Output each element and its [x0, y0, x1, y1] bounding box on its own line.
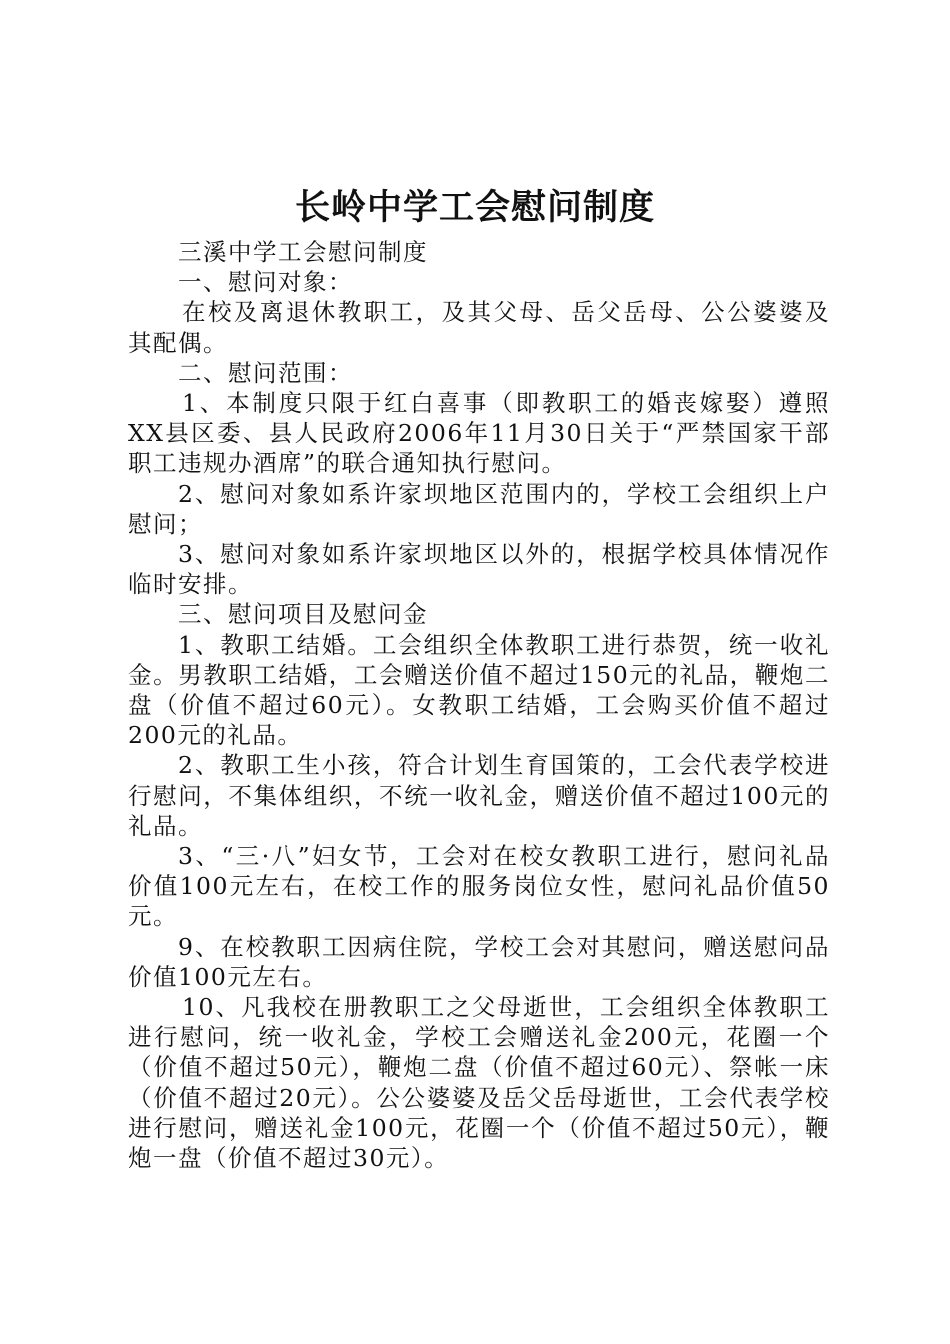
paragraph-section-1-heading: 一、慰问对象：	[178, 268, 353, 297]
paragraph-item-3-womens-day: 3、“三·八”妇女节，工会对在校女教职工进行，慰问礼品价值100元左右，在校工作的服务岗位女性，慰问礼品价值50元。	[128, 842, 830, 931]
paragraph-section-1-text: 在校及离退休教职工，及其父母、岳父岳母、公公婆婆及其配偶。	[128, 298, 830, 357]
paragraph-section-2-heading: 二、慰问范围：	[178, 358, 353, 387]
paragraph-item-10-funeral: 10、凡我校在册教职工之父母逝世，工会组织全体教职工进行慰问，统一收礼金，学校工会赠送礼金200元，花圈一个（价值不超过50元），鞭炮二盘（价值不超过60元）、祭帐一床（价值不超过20元）。公公婆婆及岳父岳母逝世，工会代表学校进行慰问，赠送礼金100元，花圈一个（价值不超过50元），鞭炮一盘（价值不超过30元）。	[128, 993, 830, 1173]
paragraph-scope-item-2: 2、慰问对象如系许家坝地区范围内的，学校工会组织上户慰问；	[128, 479, 830, 538]
paragraph-scope-item-1: 1、本制度只限于红白喜事（即教职工的婚丧嫁娶）遵照XX县区委、县人民政府2006年11月30日关于“严禁国家干部职工违规办酒席”的联合通知执行慰问。	[128, 389, 830, 478]
paragraph-section-3-heading: 三、慰问项目及慰问金	[178, 600, 428, 629]
document-title: 长岭中学工会慰问制度	[294, 188, 655, 228]
paragraph-item-1-wedding: 1、教职工结婚。工会组织全体教职工进行恭贺，统一收礼金。男教职工结婚，工会赠送价值不超过150元的礼品，鞭炮二盘（价值不超过60元）。女教职工结婚，工会购买价值不超过200元的礼品。	[128, 630, 830, 750]
document-body	[128, 237, 830, 1173]
paragraph-item-9-hospital: 9、在校教职工因病住院，学校工会对其慰问，赠送慰问品价值100元左右。	[128, 932, 830, 991]
paragraph-item-2-childbirth: 2、教职工生小孩，符合计划生育国策的，工会代表学校进行慰问，不集体组织，不统一收礼金，赠送价值不超过100元的礼品。	[128, 751, 830, 840]
paragraph-scope-item-3: 3、慰问对象如系许家坝地区以外的，根据学校具体情况作临时安排。	[128, 540, 830, 599]
paragraph-subtitle: 三溪中学工会慰问制度	[178, 238, 428, 266]
